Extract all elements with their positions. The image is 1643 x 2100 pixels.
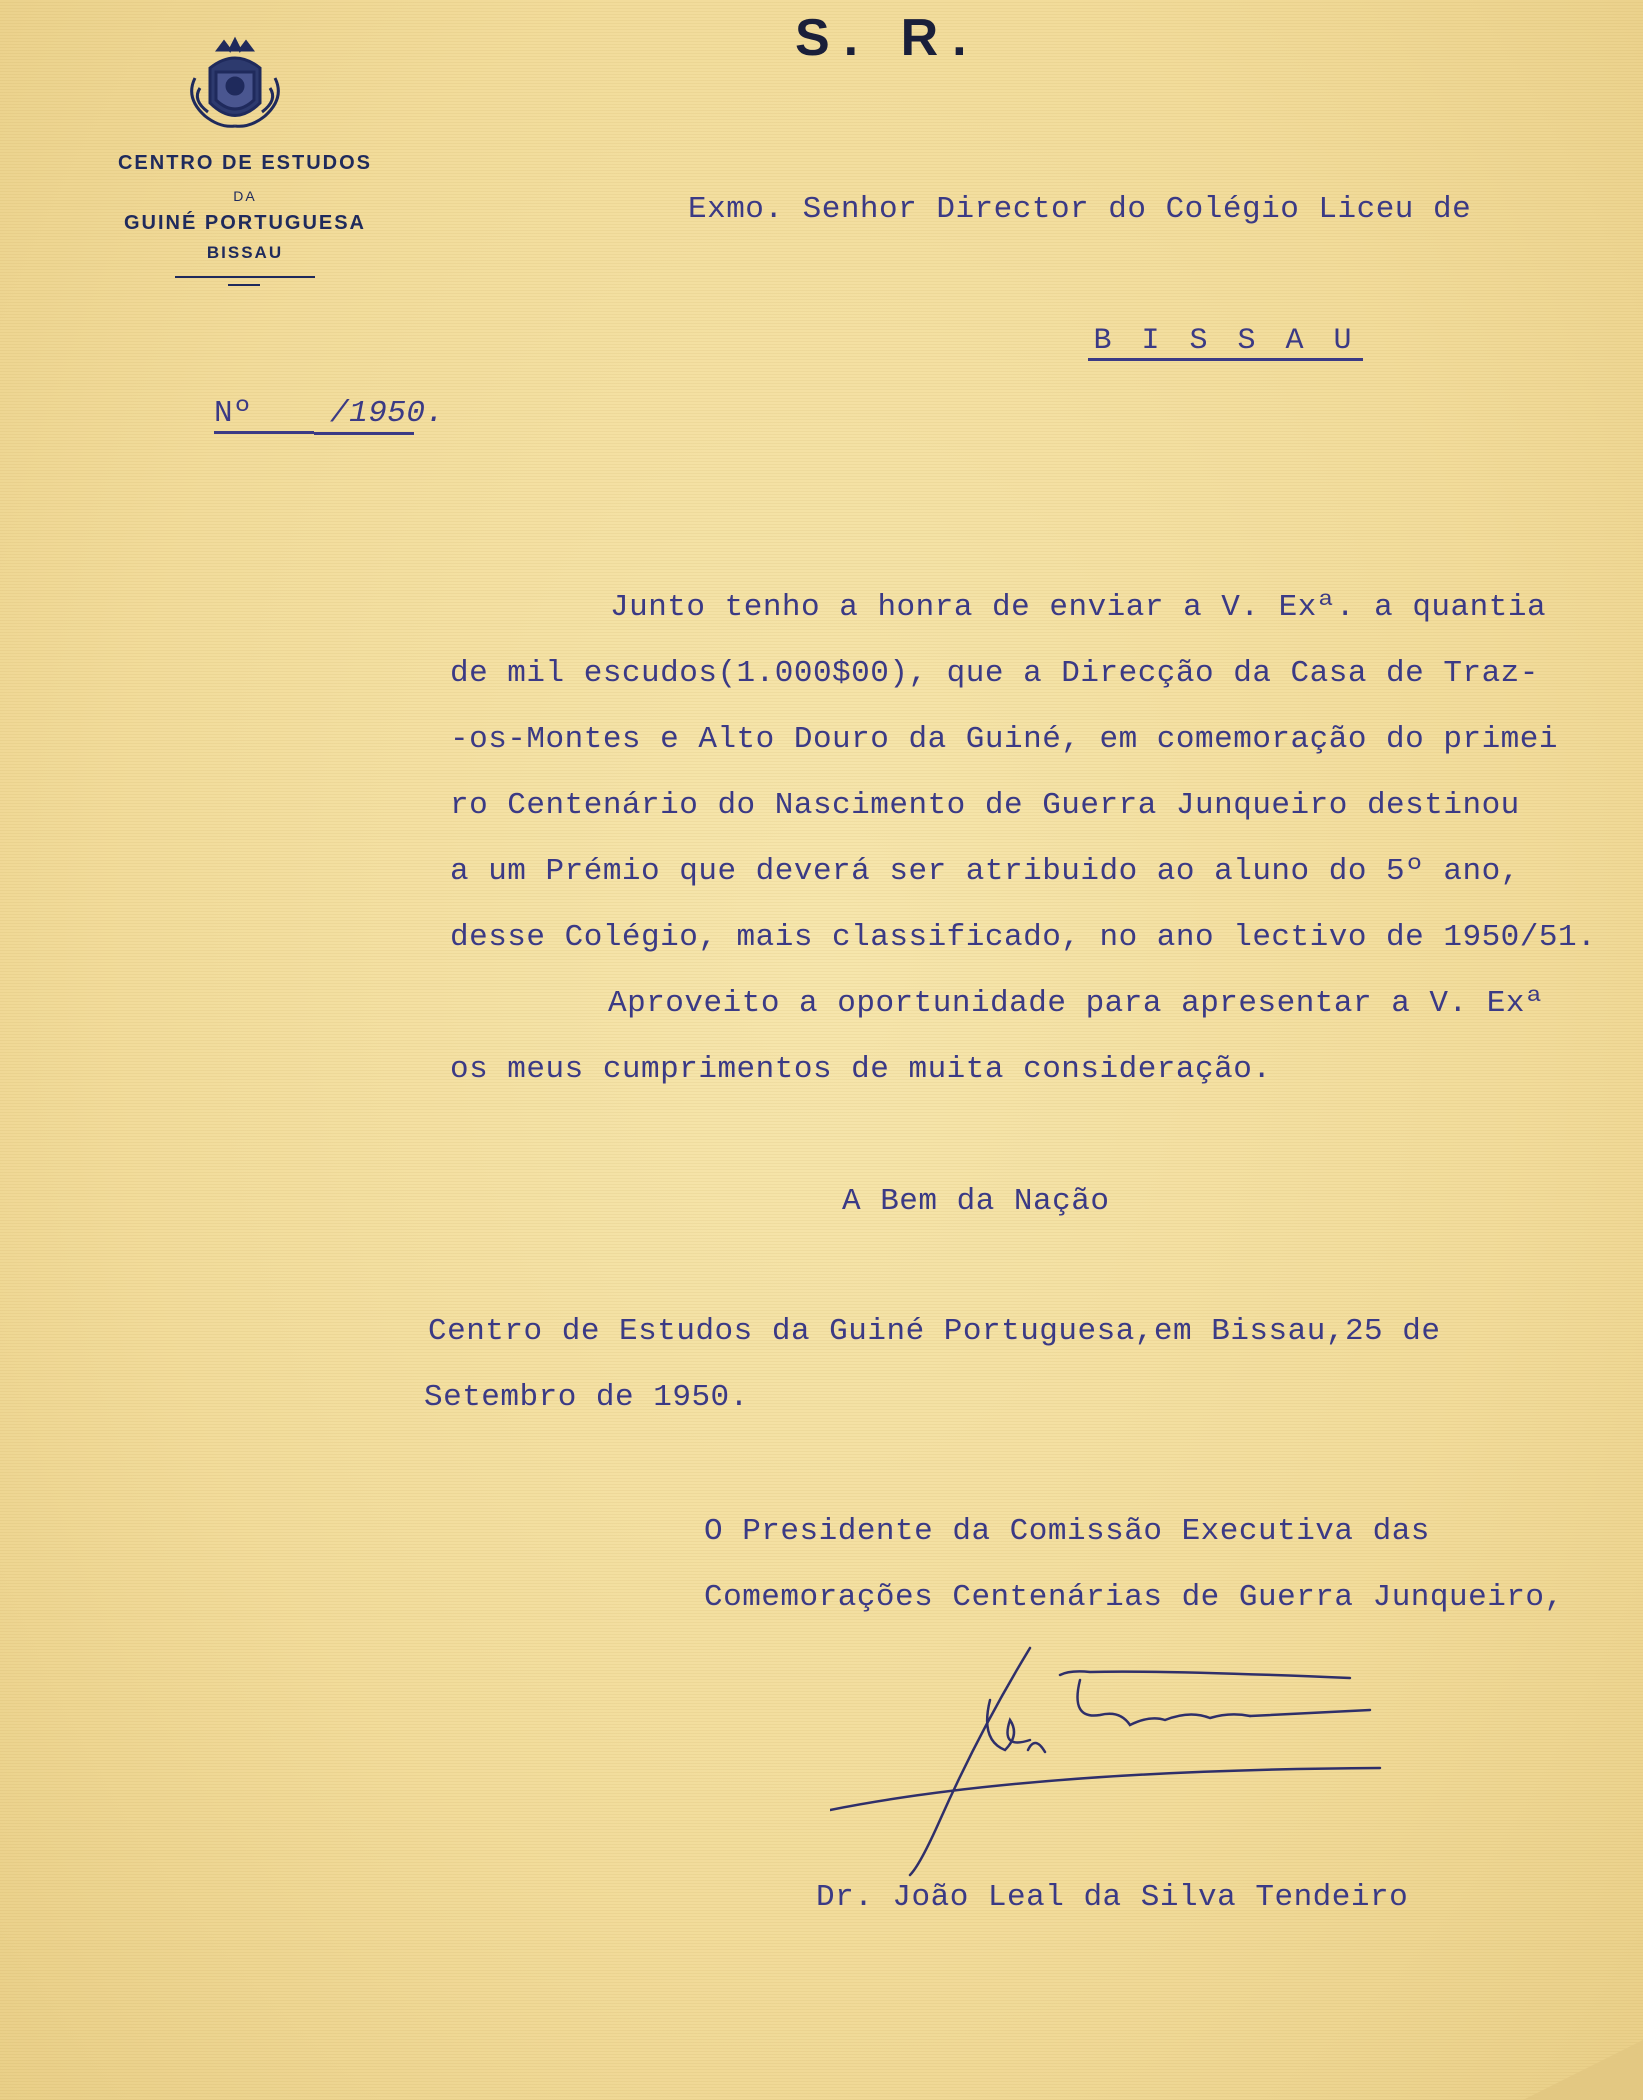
signatory-title: Comemorações Centenárias de Guerra Junqueiro, [704,1580,1564,1615]
handwritten-signature [830,1640,1390,1880]
body-line: a um Prémio que deverá ser atribuido ao aluno do 5º ano, [450,854,1520,889]
reference-number-label: Nº [214,396,314,434]
letterhead-divider-short [228,284,260,286]
signatory-name: Dr. João Leal da Silva Tendeiro [816,1880,1409,1915]
body-line: -os-Montes e Alto Douro da Guiné, em comemoração do primei [450,722,1558,757]
body-line: desse Colégio, mais classificado, no ano lectivo de 1950/51. [450,920,1597,955]
body-line: os meus cumprimentos de muita consideração. [450,1052,1272,1087]
salutation: A Bem da Nação [842,1184,1110,1219]
org-name-line3: GUINÉ PORTUGUESA [123,212,367,234]
reference-underline [314,432,414,435]
place-date-line: Setembro de 1950. [424,1380,749,1415]
body-line: Junto tenho a honra de enviar a V. Exª. a quantia [610,590,1547,625]
place-date-line: Centro de Estudos da Guiné Portuguesa,em Bissau,25 de [428,1314,1441,1349]
body-line: Aproveito a oportunidade para apresentar a V. Exª [608,986,1545,1021]
stamp-sr: S. R. [795,9,981,67]
letterhead-divider [175,276,315,278]
reference-number-value: /1950. [330,396,445,431]
org-name-line2: DA [233,188,257,204]
body-line: de mil escudos(1.000$00), que a Direcção da Casa de Traz- [450,656,1539,691]
body-line: ro Centenário do Nascimento de Guerra Junqueiro destinou [450,788,1520,823]
coat-of-arms-icon [180,28,290,138]
recipient-line: Exmo. Senhor Director do Colégio Liceu de [688,192,1472,227]
folded-corner [1523,2040,1643,2100]
org-name-line1: CENTRO DE ESTUDOS [117,152,373,174]
org-name-line4: BISSAU [206,243,284,262]
recipient-city: B I S S A U [1088,324,1363,361]
signatory-title: O Presidente da Comissão Executiva das [704,1514,1430,1549]
